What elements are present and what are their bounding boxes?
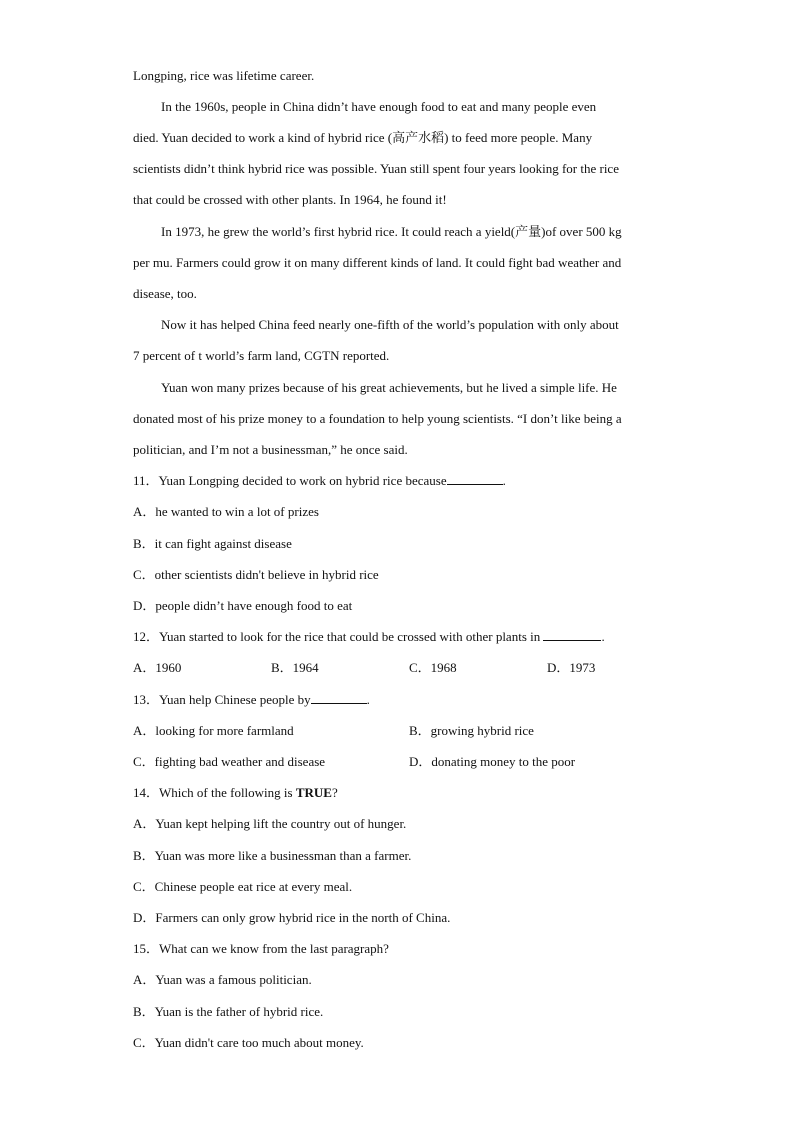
question-13 bbox=[133, 690, 663, 710]
question-stem: 14．Which of the following is bbox=[133, 785, 296, 800]
option-a: A．looking for more farmland bbox=[133, 723, 294, 738]
passage-line: disease, too. bbox=[133, 286, 197, 301]
option-c: C．other scientists didn't believe in hybrid rice bbox=[133, 567, 379, 582]
passage-line: In the 1960s, people in China didn’t have enough food to eat and many people even bbox=[161, 99, 597, 114]
option-b: B．it can fight against disease bbox=[133, 536, 292, 551]
question-stem: 13．Yuan help Chinese people by bbox=[133, 692, 311, 707]
option-c: C．Yuan didn't care too much about money. bbox=[133, 1035, 364, 1050]
option-b: B．growing hybrid rice bbox=[409, 723, 534, 738]
option-a: A．Yuan kept helping lift the country out of hunger. bbox=[133, 816, 407, 831]
passage-line: Yuan won many prizes because of his great achievements, but he lived a simple life. He bbox=[161, 380, 617, 395]
passage-line: Now it has helped China feed nearly one-fifth of the world’s population with only about bbox=[161, 317, 619, 332]
question-stem: 11．Yuan Longping decided to work on hybrid rice because bbox=[133, 473, 447, 488]
option-a: A．1960 bbox=[133, 660, 182, 675]
passage-line: donated most of his prize money to a foundation to help young scientists. “I don’t like being a bbox=[133, 411, 622, 426]
passage-line: Longping, rice was lifetime career. bbox=[133, 68, 315, 83]
option-d: D．people didn’t have enough food to eat bbox=[133, 598, 353, 613]
passage-line: that could be crossed with other plants. In 1964, he found it! bbox=[133, 192, 447, 207]
option-d: D．donating money to the poor bbox=[409, 754, 576, 769]
option-b: B．1964 bbox=[271, 660, 319, 675]
question-12 bbox=[133, 627, 663, 647]
passage-line: per mu. Farmers could grow it on many different kinds of land. It could fight bad weather and bbox=[133, 255, 622, 270]
option-c: C．1968 bbox=[409, 660, 457, 675]
passage-line: died. Yuan decided to work a kind of hybrid rice (高产水稻) to feed more people. Many bbox=[133, 130, 593, 145]
option-a: A．he wanted to win a lot of prizes bbox=[133, 504, 319, 519]
passage-line: politician, and I’m not a businessman,” he once said. bbox=[133, 442, 408, 457]
question-stem: 12．Yuan started to look for the rice that could be crossed with other plants in bbox=[133, 629, 544, 644]
question-14 bbox=[133, 783, 663, 803]
option-d: D．1973 bbox=[547, 660, 596, 675]
answer-blank bbox=[311, 691, 367, 704]
option-d: D．Farmers can only grow hybrid rice in the north of China. bbox=[133, 910, 451, 925]
question-stem-end: . bbox=[366, 692, 370, 707]
question-stem-end: . bbox=[502, 473, 506, 488]
answer-blank bbox=[447, 472, 503, 485]
option-a: A．Yuan was a famous politician. bbox=[133, 972, 312, 987]
option-c: C．Chinese people eat rice at every meal. bbox=[133, 879, 353, 894]
passage-line: scientists didn’t think hybrid rice was possible. Yuan still spent four years looking for the rice bbox=[133, 161, 619, 176]
question-stem-end: ? bbox=[331, 785, 338, 800]
option-c: C．fighting bad weather and disease bbox=[133, 754, 326, 769]
option-b: B．Yuan was more like a businessman than a farmer. bbox=[133, 848, 412, 863]
answer-blank bbox=[543, 628, 601, 641]
passage-line: In 1973, he grew the world’s first hybrid rice. It could reach a yield(产量)of over 500 kg bbox=[161, 224, 622, 239]
question-stem-end: . bbox=[601, 629, 605, 644]
option-b: B．Yuan is the father of hybrid rice. bbox=[133, 1004, 324, 1019]
passage-line: 7 percent of t world’s farm land, CGTN reported. bbox=[133, 348, 390, 363]
question-11 bbox=[133, 471, 663, 491]
question-15: 15．What can we know from the last paragraph? bbox=[133, 941, 389, 956]
question-emphasis: TRUE bbox=[295, 785, 332, 800]
